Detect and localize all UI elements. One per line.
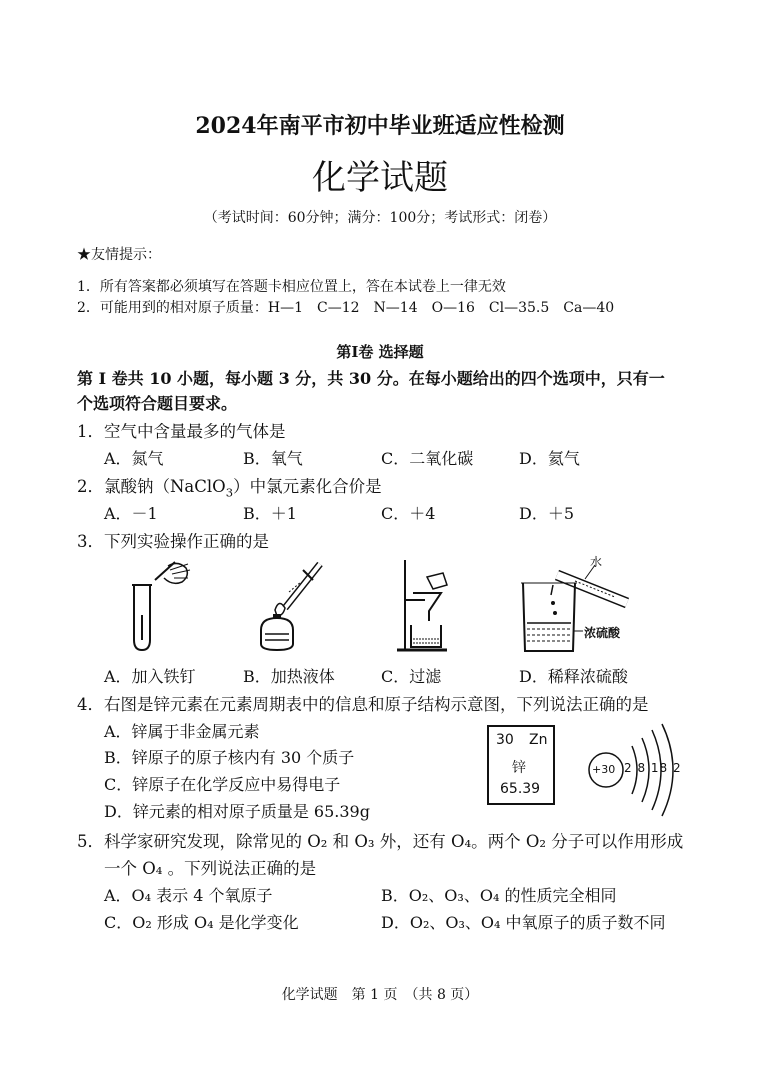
- heating-liquid-figure: [245, 560, 330, 655]
- electron-shells: 2 8 18 2: [624, 761, 682, 775]
- exam-title: 2024年南平市初中毕业班适应性检测: [195, 113, 565, 139]
- label-conc-acid: 浓硫酸: [584, 626, 621, 640]
- q1-stem: 1．空气中含量最多的气体是: [77, 422, 286, 441]
- q4-option-d: D．锌元素的相对原子质量是 65.39g: [104, 802, 370, 821]
- q5-option-d: D．O₂、O₃、O₄ 中氧原子的质子数不同: [381, 913, 666, 932]
- q4-stem: 4．右图是锌元素在元素周期表中的信息和原子结构示意图，下列说法正确的是: [77, 695, 649, 714]
- q5-stem-line2: 一个 O₄ 。下列说法正确的是: [104, 859, 317, 878]
- q5-option-a: A．O₄ 表示 4 个氧原子: [104, 886, 273, 905]
- atomic-number: 30: [496, 732, 514, 748]
- atomic-mass: 65.39: [500, 781, 541, 797]
- q2-option-b: B．＋1: [243, 504, 297, 523]
- filtration-figure: [395, 555, 465, 655]
- dilution-figure: [515, 555, 645, 655]
- q1-option-a: A．氮气: [104, 449, 164, 468]
- subject-title: 化学试题: [312, 158, 448, 198]
- periodic-element-tile: [487, 725, 555, 805]
- q3-option-c: C．过滤: [381, 667, 442, 686]
- q2-stem: 2．氯酸钠（NaClO$_3$）中氯元素化合价是: [77, 477, 382, 500]
- q3-option-b: B．加热液体: [243, 667, 335, 686]
- section-title: 第Ⅰ卷 选择题: [336, 343, 424, 361]
- q2-option-c: C．＋4: [381, 504, 436, 523]
- q4-option-c: C．锌原子在化学反应中易得电子: [104, 775, 341, 794]
- test-tube-nail-figure: [120, 560, 200, 655]
- q5-option-c: C．O₂ 形成 O₄ 是化学变化: [104, 913, 299, 932]
- label-water: 水: [590, 555, 603, 569]
- element-symbol: Zn: [529, 732, 548, 748]
- tip-item-2: 2．可能用到的相对原子质量：H—1 C—12 N—14 O—16 Cl—35.5 Ca—40: [77, 300, 615, 316]
- section-intro-line1: 第 I 卷共 10 小题，每小题 3 分，共 30 分。在每小题给出的四个选项中，只有一: [77, 369, 665, 388]
- element-name: 锌: [512, 760, 526, 776]
- q3-option-a: A．加入铁钉: [104, 667, 196, 686]
- section-intro-line2: 个选项符合题目要求。: [77, 394, 238, 413]
- q1-option-b: B．氧气: [243, 449, 303, 468]
- q5-stem-line1: 5．科学家研究发现，除常见的 O₂ 和 O₃ 外，还有 O₄。两个 O₂ 分子可以作用形成: [77, 832, 684, 851]
- q3-option-d: D．稀释浓硫酸: [519, 667, 628, 686]
- exam-info: （考试时间：60分钟；满分：100分；考试形式：闭卷）: [203, 210, 557, 226]
- page-footer: 化学试题 第 1 页 （共 8 页）: [281, 987, 479, 1003]
- q3-stem: 3．下列实验操作正确的是: [77, 532, 269, 551]
- q1-option-c: C．二氧化碳: [381, 449, 474, 468]
- q5-option-b: B．O₂、O₃、O₄ 的性质完全相同: [381, 886, 617, 905]
- q2-option-a: A．－1: [104, 504, 158, 523]
- tips-heading: ★友情提示：: [77, 247, 161, 263]
- nucleus-charge: +30: [592, 763, 616, 776]
- tip-item-1: 1．所有答案都必须填写在答题卡相应位置上，答在本试卷上一律无效: [77, 279, 506, 295]
- q2-option-d: D．＋5: [519, 504, 575, 523]
- q1-option-d: D．氦气: [519, 449, 580, 468]
- q4-option-a: A．锌属于非金属元素: [104, 722, 260, 741]
- q4-option-b: B．锌原子的原子核内有 30 个质子: [104, 748, 355, 767]
